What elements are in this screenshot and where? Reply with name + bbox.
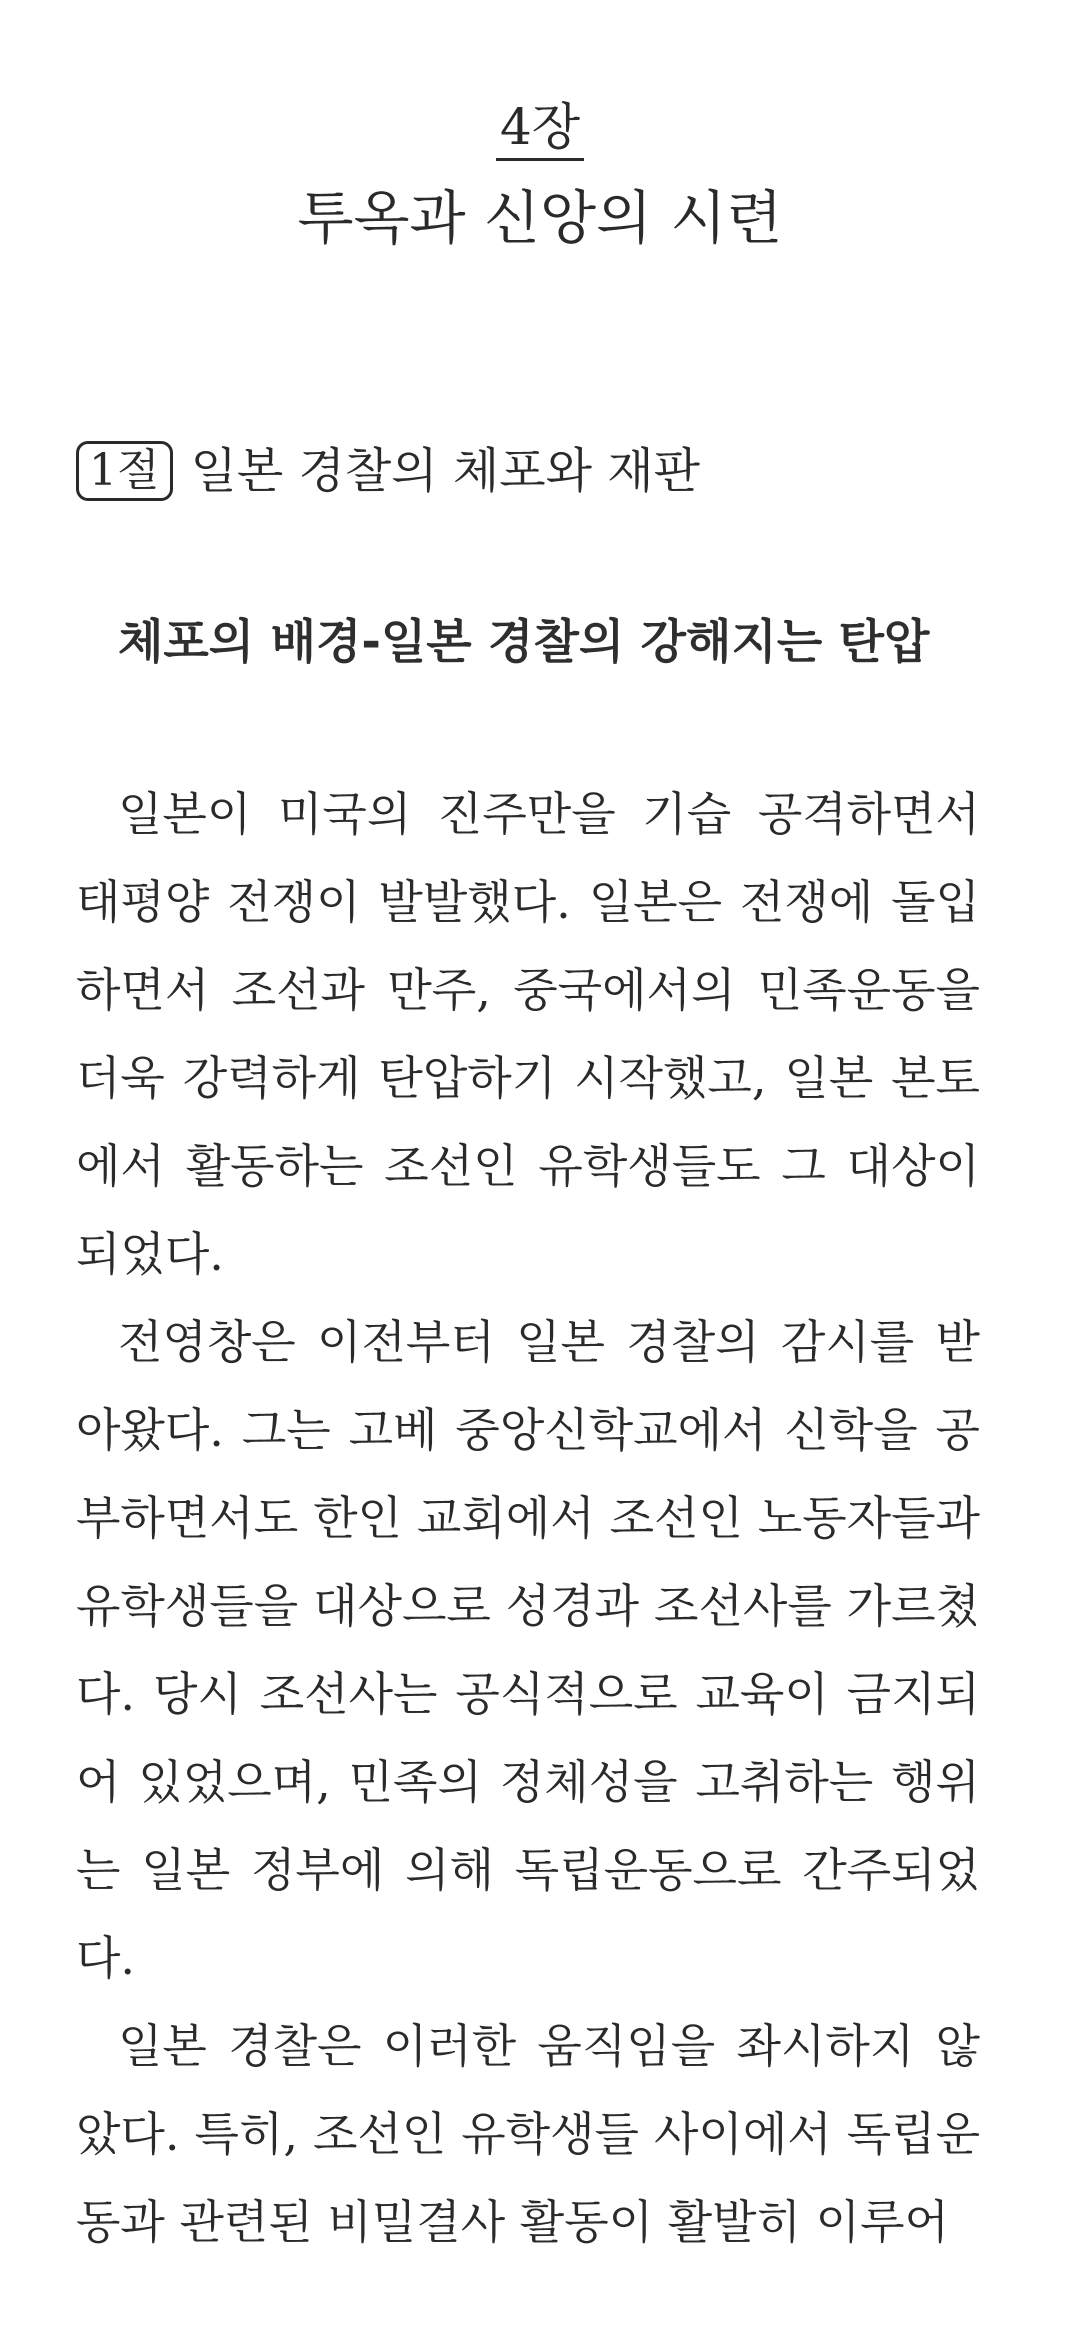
body-line: 일본 경찰은 이러한 움직임을 좌시하지 않 bbox=[118, 2019, 980, 2073]
body-line: 아왔다. 그는 고베 중앙신학교에서 신학을 공 bbox=[76, 1403, 980, 1457]
body-line: 부하면서도 한인 교회에서 조선인 노동자들과 bbox=[76, 1491, 980, 1545]
body-line: 일본이 미국의 진주만을 기습 공격하면서 bbox=[118, 787, 980, 841]
section-badge: 1절 bbox=[76, 441, 173, 501]
body-line: 다. 당시 조선사는 공식적으로 교육이 금지되 bbox=[76, 1667, 980, 1721]
body-line: 태평양 전쟁이 발발했다. 일본은 전쟁에 돌입 bbox=[76, 875, 980, 929]
body-line: 유학생들을 대상으로 성경과 조선사를 가르쳤 bbox=[76, 1579, 980, 1633]
body-line: 동과 관련된 비밀결사 활동이 활발히 이루어 bbox=[76, 2195, 949, 2249]
section-title: 일본 경찰의 체포와 재판 bbox=[190, 443, 700, 499]
body-line: 더욱 강력하게 탄압하기 시작했고, 일본 본토 bbox=[76, 1051, 980, 1105]
chapter-number bbox=[0, 92, 1080, 162]
body-line: 어 있었으며, 민족의 정체성을 고취하는 행위 bbox=[76, 1755, 980, 1809]
chapter-title: 투옥과 신앙의 시련 bbox=[297, 184, 783, 252]
body-line: 에서 활동하는 조선인 유학생들도 그 대상이 bbox=[76, 1139, 980, 1193]
subsection-heading: 체포의 배경-일본 경찰의 강해지는 탄압 bbox=[118, 615, 930, 670]
body-line: 전영창은 이전부터 일본 경찰의 감시를 받 bbox=[118, 1315, 980, 1369]
body-line: 하면서 조선과 만주, 중국에서의 민족운동을 bbox=[76, 963, 980, 1017]
body-line: 다. bbox=[76, 1931, 136, 1985]
section-heading bbox=[76, 436, 700, 506]
body-line: 는 일본 정부에 의해 독립운동으로 간주되었 bbox=[76, 1843, 980, 1897]
body-text bbox=[76, 770, 980, 2266]
body-line: 되었다. bbox=[76, 1227, 224, 1281]
body-line: 았다. 특히, 조선인 유학생들 사이에서 독립운 bbox=[76, 2107, 980, 2161]
chapter-number-label: 4장 bbox=[496, 98, 584, 161]
